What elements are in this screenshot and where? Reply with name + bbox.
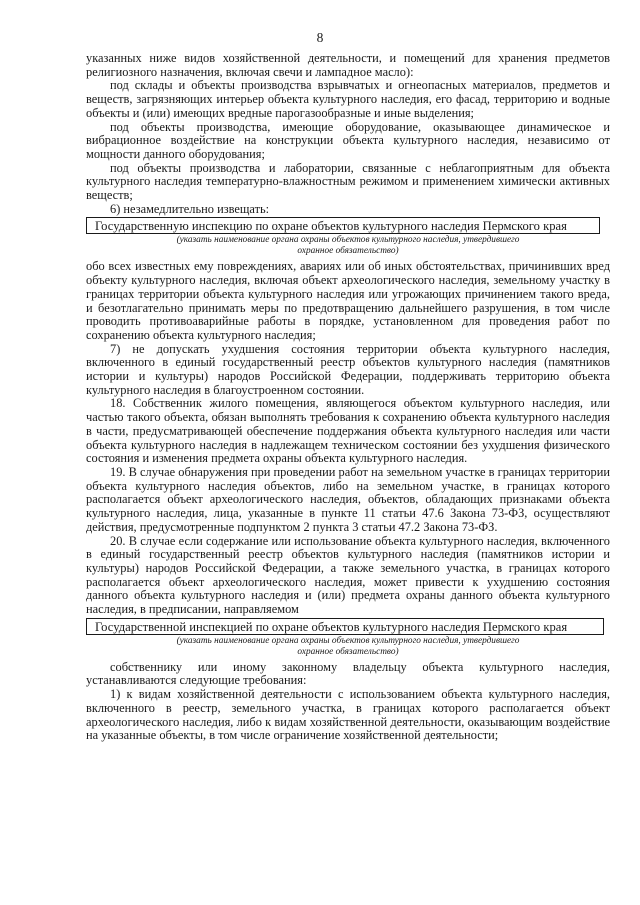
authority-name-box: Государственную инспекцию по охране объектов культурного наследия Пермского края	[86, 217, 600, 234]
paragraph: под объекты производства, имеющие оборудование, оказывающее динамическое и вибрационное воздействие на конструкции объекта культурного наследия, независимо от мощности данного оборудования;	[86, 119, 610, 161]
field-caption-line: охранное обязательство)	[297, 246, 399, 257]
paragraph: 18. Собственник жилого помещения, являющегося объектом культурного наследия, или частью такого объекта, обязан выполнять требования к сохранению объекта культурного наследия в части, предусматривающей обеспечение поддержания объекта культурного наследия или части объекта культурного наследия в надлежащем техническом состоянии без ухудшения физического состояния и изменения предмета охраны объекта культурного наследия.	[86, 396, 610, 466]
paragraph: собственнику или иному законному владельцу объекта культурного наследия, устанавливаются следующие требования:	[86, 659, 610, 688]
paragraph-group-c	[86, 661, 610, 743]
paragraph: 7) не допускать ухудшения состояния территории объекта культурного наследия, включенного в единый государственный реестр объектов культурного наследия (памятников истории и культуры) народов Российской Федерации, поддерживать территорию объекта культурного наследия в благоустроенном состоянии.	[86, 341, 610, 397]
page-number: 8	[316, 30, 324, 45]
document-body	[86, 52, 610, 743]
paragraph: 6) незамедлительно извещать:	[110, 201, 270, 216]
paragraph: под склады и объекты производства взрывчатых и огнеопасных материалов, предметов и веществ, загрязняющих интерьер объекта культурного наследия, его фасад, территорию и водные объекты и (или) имеющих вредные парогазообразные и иные выделения;	[86, 78, 610, 120]
paragraph: 19. В случае обнаружения при проведении работ на земельном участке в границах территории объекта культурного наследия объектов, либо на земельном участке, в границах которого располагается объект археологического наследия, объектов, обладающих признаками объекта культурного наследия, лица, указанные в пункте 11 статьи 47.6 Закона 73-ФЗ, осуществляют действия, предусмотренные подпунктом 2 пункта 3 статьи 47.2 Закона 73-ФЗ.	[86, 464, 610, 534]
field-caption-line: охранное обязательство)	[297, 646, 399, 657]
field-caption	[86, 235, 610, 257]
paragraph: под объекты производства и лаборатории, связанные с неблагоприятным для объекта культурного наследия температурно-влажностным режимом и применением химически активных веществ;	[86, 160, 610, 203]
field-caption	[86, 636, 610, 658]
paragraph: 1) к видам хозяйственной деятельности с использованием объекта культурного наследия, включенного в реестр, земельного участка, в границах которого располагается объект археологического наследия, либо к видам хозяйственной деятельности, оказывающим воздействие на указанные объекты, в том числе ограничение хозяйственной деятельности;	[86, 687, 610, 743]
authority-field-2	[86, 618, 610, 658]
paragraph-group-b	[86, 260, 610, 616]
paragraph: указанных ниже видов хозяйственной деятельности, и помещений для хранения предметов религиозного назначения, включая свечи и лампадное масло):	[86, 51, 610, 79]
authority-field-1	[86, 217, 610, 257]
field-caption-line: (указать наименование органа охраны объектов культурного наследия, утвердившего	[176, 235, 520, 246]
paragraph: 20. В случае если содержание или использование объекта культурного наследия, включенного в единый государственный реестр объектов культурного наследия (памятников истории и культуры) народов Российской Федерации, а также земельного участка, в границах которого располагается объект археологического наследия, может привести к ухудшению состояния данного объекта культурного наследия и (или) предмета охраны данного объекта культурного наследия, в предписании, направляемом	[86, 533, 610, 617]
field-caption-line: (указать наименование органа охраны объектов культурного наследия, утвердившего	[176, 635, 520, 646]
authority-name-box: Государственной инспекцией по охране объектов культурного наследия Пермского края	[86, 618, 604, 635]
paragraph-group-a	[86, 52, 610, 216]
paragraph: обо всех известных ему повреждениях, авариях или об иных обстоятельствах, причинивших вред объекту культурного наследия, включая объект археологического наследия, земельному участку в границах территории объекта культурного наследия или угрожающих причинением такого вреда, и безотлагательно принимать меры по предотвращению дальнейшего разрушения, в том числе проводить противоаварийные работы в порядке, установленном для проведения работ по сохранению объекта культурного наследия;	[86, 259, 610, 342]
